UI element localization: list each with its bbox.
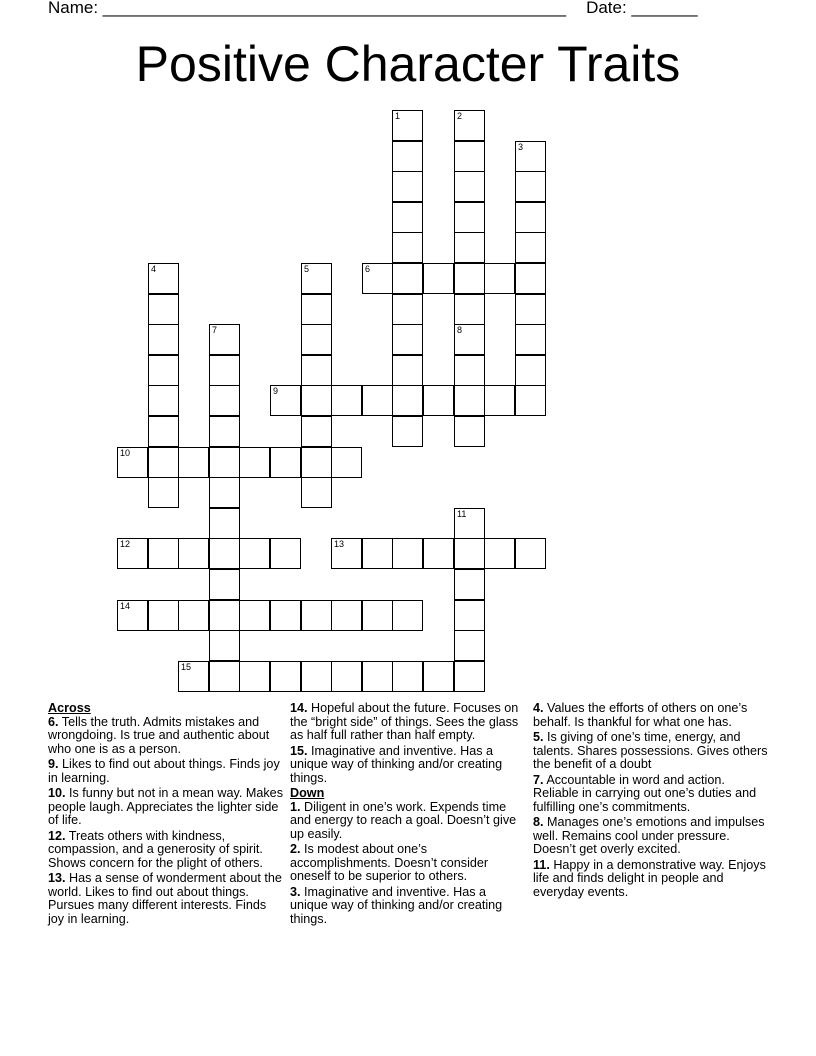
clue-across-6 xyxy=(48,716,284,757)
clue-number: 1. xyxy=(290,799,301,814)
clue-down-4 xyxy=(533,702,769,729)
cell-clue-number: 3 xyxy=(518,142,524,152)
clue-number: 3. xyxy=(290,884,301,899)
clue-number: 2. xyxy=(290,842,301,856)
crossword-cell[interactable] xyxy=(392,171,423,202)
crossword-cell[interactable] xyxy=(239,447,270,478)
crossword-cell[interactable] xyxy=(209,630,240,661)
crossword-cell[interactable] xyxy=(423,263,454,294)
crossword-cell[interactable] xyxy=(454,355,485,386)
crossword-cell[interactable] xyxy=(484,538,515,569)
clue-across-14 xyxy=(290,702,526,743)
crossword-cell[interactable] xyxy=(270,385,301,416)
crossword-cell[interactable] xyxy=(454,110,485,141)
crossword-cell[interactable] xyxy=(331,661,362,692)
crossword-cell[interactable] xyxy=(515,202,546,233)
cell-clue-number: 5 xyxy=(304,264,310,274)
crossword-cell[interactable] xyxy=(148,600,179,631)
crossword-cell[interactable] xyxy=(148,263,179,294)
crossword-cell[interactable] xyxy=(515,141,546,172)
crossword-cell[interactable] xyxy=(454,263,485,294)
crossword-cell[interactable] xyxy=(392,416,423,447)
crossword-cell[interactable] xyxy=(392,232,423,263)
clues-column-2 xyxy=(290,702,526,928)
crossword-cell[interactable] xyxy=(209,416,240,447)
crossword-cell[interactable] xyxy=(148,538,179,569)
crossword-cell[interactable] xyxy=(362,538,393,569)
name-label: Name: xyxy=(48,0,103,17)
crossword-cell[interactable] xyxy=(423,385,454,416)
clue-down-1 xyxy=(290,801,526,842)
crossword-cell[interactable] xyxy=(301,447,332,478)
clue-number: 8. xyxy=(533,815,544,829)
crossword-cell[interactable] xyxy=(301,477,332,508)
crossword-cell[interactable] xyxy=(209,324,240,355)
clue-down-3 xyxy=(290,886,526,927)
clue-text: Manages one’s emotions and impulses well. Remains cool under pressure. Doesn’t get overly excited. xyxy=(533,815,765,856)
date-field[interactable]: _______ xyxy=(631,0,698,17)
clue-text: Hopeful about the future. Focuses on the “bright side” of things. Sees the glass as half full rather than half empty. xyxy=(290,701,519,742)
cell-clue-number: 7 xyxy=(212,325,218,335)
crossword-cell[interactable] xyxy=(209,477,240,508)
clue-number: 13. xyxy=(48,871,66,885)
clue-down-7 xyxy=(533,774,769,815)
crossword-cell[interactable] xyxy=(270,600,301,631)
crossword-cell[interactable] xyxy=(148,447,179,478)
crossword-cell[interactable] xyxy=(331,447,362,478)
crossword-cell[interactable] xyxy=(209,355,240,386)
across-heading: Across xyxy=(48,701,91,715)
clue-across-10 xyxy=(48,787,284,828)
crossword-cell[interactable] xyxy=(209,538,240,569)
crossword-cell[interactable] xyxy=(454,508,485,539)
crossword-cell[interactable] xyxy=(331,385,362,416)
crossword-cell[interactable] xyxy=(331,600,362,631)
crossword-cell[interactable] xyxy=(239,600,270,631)
clue-text: Imaginative and inventive. Has a unique way of thinking and/or creating things. xyxy=(290,884,503,926)
clue-number: 15. xyxy=(290,743,308,758)
crossword-cell[interactable] xyxy=(515,263,546,294)
crossword-cell[interactable] xyxy=(117,538,148,569)
crossword-cell[interactable] xyxy=(209,385,240,416)
crossword-cell[interactable] xyxy=(392,263,423,294)
cell-clue-number: 13 xyxy=(334,539,345,549)
crossword-cell[interactable] xyxy=(301,661,332,692)
crossword-cell[interactable] xyxy=(178,600,209,631)
crossword-cell[interactable] xyxy=(423,538,454,569)
cell-clue-number: 4 xyxy=(151,264,157,274)
crossword-cell[interactable] xyxy=(392,538,423,569)
crossword-cell[interactable] xyxy=(301,600,332,631)
crossword-cell[interactable] xyxy=(515,538,546,569)
crossword-cell[interactable] xyxy=(484,263,515,294)
crossword-cell[interactable] xyxy=(454,324,485,355)
crossword-cell[interactable] xyxy=(454,171,485,202)
clue-text: Values the efforts of others on one’s behalf. Is thankful for what one has. xyxy=(533,701,748,729)
clue-text: Has a sense of wonderment about the world. Likes to find out about things. Pursues many different interests. Finds joy in learning. xyxy=(48,871,282,926)
crossword-cell[interactable] xyxy=(454,630,485,661)
crossword-cell[interactable] xyxy=(454,538,485,569)
clue-number: 4. xyxy=(533,701,544,715)
crossword-cell[interactable] xyxy=(178,447,209,478)
crossword-cell[interactable] xyxy=(270,661,301,692)
name-field[interactable]: _________________________________________________ xyxy=(102,0,567,17)
clue-number: 10. xyxy=(48,786,66,800)
clue-text: Treats others with kindness, compassion, and a generosity of spirit. Shows concern for the plight of others. xyxy=(48,828,263,870)
clue-number: 11. xyxy=(533,857,550,872)
crossword-cell[interactable] xyxy=(362,385,393,416)
crossword-cell[interactable] xyxy=(515,324,546,355)
clue-across-12 xyxy=(48,830,284,871)
cell-clue-number: 14 xyxy=(120,601,131,611)
crossword-cell[interactable] xyxy=(515,294,546,325)
crossword-cell[interactable] xyxy=(362,600,393,631)
clue-text: Is modest about one’s accomplishments. Doesn’t consider oneself to be superior to others. xyxy=(290,842,489,883)
crossword-cell[interactable] xyxy=(270,447,301,478)
clue-across-13 xyxy=(48,872,284,926)
crossword-cell[interactable] xyxy=(148,477,179,508)
down-heading: Down xyxy=(290,786,325,800)
crossword-cell[interactable] xyxy=(454,141,485,172)
crossword-cell[interactable] xyxy=(239,538,270,569)
clue-down-11 xyxy=(533,859,769,900)
clue-text: Tells the truth. Admits mistakes and wrongdoing. Is true and authentic about who one is as a person. xyxy=(48,714,270,756)
crossword-cell[interactable] xyxy=(209,600,240,631)
crossword-cell[interactable] xyxy=(392,324,423,355)
crossword-cell[interactable] xyxy=(392,202,423,233)
clue-number: 9. xyxy=(48,757,59,771)
crossword-cell[interactable] xyxy=(454,569,485,600)
name-date-line xyxy=(48,0,748,18)
cell-clue-number: 9 xyxy=(273,386,279,396)
crossword-cell[interactable] xyxy=(454,232,485,263)
crossword-cell[interactable] xyxy=(117,447,148,478)
crossword-cell[interactable] xyxy=(515,355,546,386)
cell-clue-number: 11 xyxy=(457,509,467,519)
crossword-cell[interactable] xyxy=(454,202,485,233)
clue-down-5 xyxy=(533,731,769,772)
clue-number: 5. xyxy=(533,730,544,744)
crossword-cell[interactable] xyxy=(362,661,393,692)
cell-clue-number: 10 xyxy=(120,448,131,458)
crossword-cell[interactable] xyxy=(515,385,546,416)
crossword-cell[interactable] xyxy=(454,416,485,447)
clue-text: Happy in a demonstrative way. Enjoys life and finds delight in people and everyday events. xyxy=(533,857,766,899)
crossword-cell[interactable] xyxy=(392,661,423,692)
cell-clue-number: 1 xyxy=(395,111,401,121)
clue-text: Accountable in word and action. Reliable in carrying out one’s duties and fulfilling one’s commitments. xyxy=(533,772,757,814)
date-label: Date: xyxy=(586,0,632,17)
crossword-cell[interactable] xyxy=(515,232,546,263)
crossword-cell[interactable] xyxy=(239,661,270,692)
clue-text: Is giving of one’s time, energy, and talents. Shares possessions. Gives others the benefit of a doubt xyxy=(533,730,768,771)
crossword-cell[interactable] xyxy=(148,416,179,447)
crossword-cell[interactable] xyxy=(423,661,454,692)
clue-down-8 xyxy=(533,816,769,857)
crossword-cell[interactable] xyxy=(178,661,209,692)
crossword-cell[interactable] xyxy=(392,141,423,172)
crossword-cell[interactable] xyxy=(331,538,362,569)
crossword-cell[interactable] xyxy=(301,355,332,386)
clue-across-15 xyxy=(290,745,526,786)
crossword-cell[interactable] xyxy=(454,385,485,416)
crossword-cell[interactable] xyxy=(484,385,515,416)
clues-column-3 xyxy=(533,702,769,901)
cell-clue-number: 6 xyxy=(365,264,371,274)
crossword-cell[interactable] xyxy=(362,263,393,294)
cell-clue-number: 15 xyxy=(181,662,192,672)
crossword-cell[interactable] xyxy=(301,416,332,447)
clue-number: 6. xyxy=(48,714,59,729)
crossword-cell[interactable] xyxy=(392,600,423,631)
crossword-cell[interactable] xyxy=(301,263,332,294)
crossword-cell[interactable] xyxy=(209,569,240,600)
clue-text: Diligent in one’s work. Expends time and energy to reach a goal. Doesn’t give up easily. xyxy=(290,799,517,841)
clue-number: 12. xyxy=(48,828,66,843)
crossword-cell[interactable] xyxy=(148,294,179,325)
crossword-cell[interactable] xyxy=(392,355,423,386)
cell-clue-number: 2 xyxy=(457,111,463,121)
crossword-cell[interactable] xyxy=(392,385,423,416)
crossword-cell[interactable] xyxy=(117,600,148,631)
crossword-cell[interactable] xyxy=(209,447,240,478)
crossword-cell[interactable] xyxy=(392,294,423,325)
crossword-cell[interactable] xyxy=(148,324,179,355)
crossword-cell[interactable] xyxy=(270,538,301,569)
crossword-cell[interactable] xyxy=(148,385,179,416)
clue-text: Is funny but not in a mean way. Makes people laugh. Appreciates the lighter side of life. xyxy=(48,786,283,827)
clues-column-1 xyxy=(48,702,284,928)
crossword-cell[interactable] xyxy=(178,538,209,569)
crossword-cell[interactable] xyxy=(148,355,179,386)
crossword-cell[interactable] xyxy=(515,171,546,202)
cell-clue-number: 8 xyxy=(457,325,463,335)
page-title: Positive Character Traits xyxy=(135,36,681,92)
crossword-cell[interactable] xyxy=(392,110,423,141)
clue-text: Likes to find out about things. Finds joy in learning. xyxy=(48,757,280,785)
crossword-cell[interactable] xyxy=(454,661,485,692)
crossword-cell[interactable] xyxy=(454,294,485,325)
clue-number: 14. xyxy=(290,701,308,715)
clue-across-9 xyxy=(48,758,284,785)
crossword-cell[interactable] xyxy=(301,294,332,325)
crossword-cell[interactable] xyxy=(301,385,332,416)
crossword-cell[interactable] xyxy=(209,661,240,692)
cell-clue-number: 12 xyxy=(120,539,131,549)
clue-text: Imaginative and inventive. Has a unique way of thinking and/or creating things. xyxy=(290,743,503,785)
crossword-cell[interactable] xyxy=(454,600,485,631)
clue-down-2 xyxy=(290,843,526,884)
crossword-cell[interactable] xyxy=(209,508,240,539)
crossword-cell[interactable] xyxy=(301,324,332,355)
clue-number: 7. xyxy=(533,772,544,787)
